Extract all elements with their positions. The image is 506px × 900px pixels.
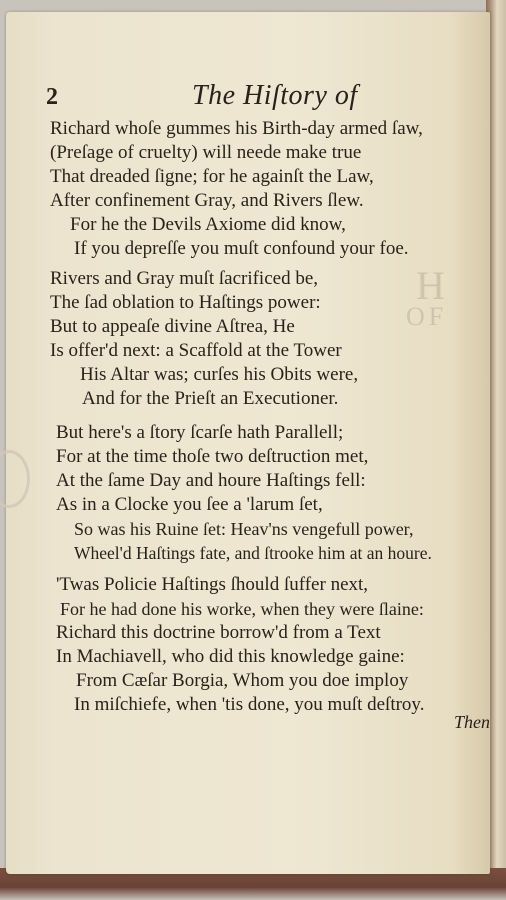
verse-line: Is offer'd next: a Scaffold at the Tower xyxy=(50,340,342,361)
verse-line: For he had done his worke, when they were ſlaine: xyxy=(60,599,424,619)
verse-line: In Machiavell, who did this knowledge gaine: xyxy=(56,646,405,667)
page-number: 2 xyxy=(46,84,58,110)
verse-line: Wheel'd Haſtings fate, and ſtrooke him at an houre. xyxy=(74,543,432,563)
verse-line: (Preſage of cruelty) will neede make true xyxy=(50,142,362,163)
verse-line: His Altar was; curſes his Obits were, xyxy=(80,364,359,385)
running-head: The Hiſtory of xyxy=(192,80,358,111)
show-through-text: OF xyxy=(406,302,448,331)
verse-line: Rivers and Gray muſt ſacrificed be, xyxy=(50,268,319,289)
book-page xyxy=(6,12,490,874)
verse-line: For at the time thoſe two deſtruction met, xyxy=(56,446,369,467)
show-through-text: H xyxy=(416,263,449,308)
verse-line: That dreaded ſigne; for he againſt the Law, xyxy=(50,166,374,187)
verse-line: In miſchiefe, when 'tis done, you muſt deſtroy. xyxy=(74,694,425,715)
verse-line: The ſad oblation to Haſtings power: xyxy=(50,292,321,313)
catchword: Then xyxy=(454,712,490,732)
verse-line: But here's a ſtory ſcarſe hath Parallell; xyxy=(56,422,344,443)
verse-line: At the ſame Day and houre Haſtings fell: xyxy=(56,470,366,491)
verse-line: As in a Clocke you ſee a 'larum ſet, xyxy=(56,494,323,515)
verse-line: Richard this doctrine borrow'd from a Text xyxy=(56,622,381,643)
verse-line: 'Twas Policie Haſtings ſhould ſuffer next, xyxy=(56,574,369,595)
verse-line: And for the Prieſt an Executioner. xyxy=(82,388,339,409)
verse-line: So was his Ruine ſet: Heav'ns vengefull power, xyxy=(74,519,414,539)
verse-line: For he the Devils Axiome did know, xyxy=(70,214,346,235)
binding-string xyxy=(0,450,30,508)
verse-line: If you depreſſe you muſt confound your foe. xyxy=(74,238,409,259)
verse-line: After confinement Gray, and Rivers ſlew. xyxy=(50,190,364,211)
verse-line: But to appeaſe divine Aſtrea, He xyxy=(50,316,295,337)
verse-line: From Cæſar Borgia, Whom you doe imploy xyxy=(76,670,409,691)
verse-line: Richard whoſe gummes his Birth-day armed ſaw, xyxy=(50,118,423,139)
